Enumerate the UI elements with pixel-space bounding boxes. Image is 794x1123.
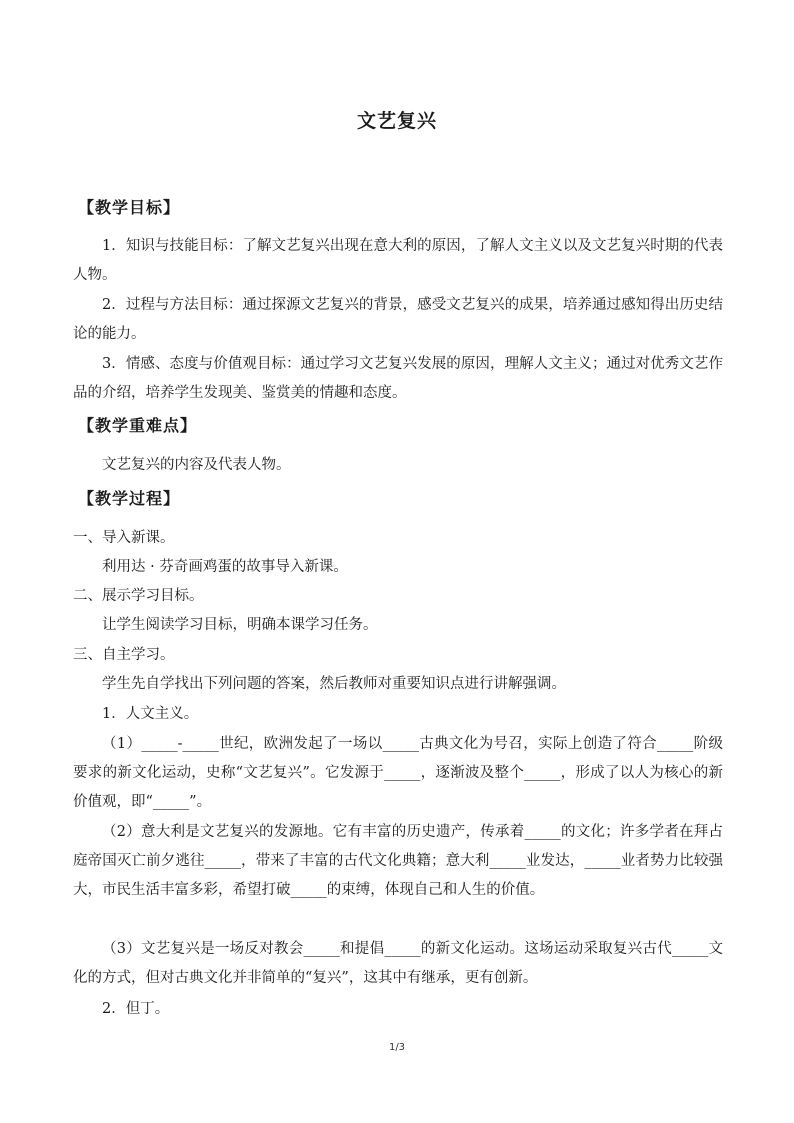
page-number: 1/3 bbox=[388, 1042, 406, 1053]
heading-objectives: 【教学目标】 bbox=[78, 198, 181, 217]
heading-process: 【教学过程】 bbox=[78, 489, 181, 508]
question-3: （3）文艺复兴是一场反对教会_____和提倡_____的新文化运动。这场运动采取复兴古代_____文化的方式，但对古典文化并非简单的“复兴”，这其中有继承，更有创新。 bbox=[73, 941, 723, 986]
subsection-humanism-title: 1．人文主义。 bbox=[102, 706, 199, 722]
heading-key-points: 【教学重难点】 bbox=[78, 416, 198, 435]
step3-title: 三、自主学习。 bbox=[73, 647, 175, 663]
subsection-dante-title: 2．但丁。 bbox=[102, 1001, 170, 1017]
question-1: （1）_____-_____世纪，欧洲发起了一场以_____古典文化为号召，实际上创造了符合_____阶级要求的新文化运动，史称“文艺复兴”。它发源于_____，逐渐波及整个_____，形成了以人为核心的新价值观，即“_____”。 bbox=[73, 736, 723, 810]
document-title: 文艺复兴 bbox=[356, 110, 437, 132]
key-points-text: 文艺复兴的内容及代表人物。 bbox=[102, 457, 291, 473]
objective-item-1: 1．知识与技能目标：了解文艺复兴出现在意大利的原因，了解人文主义以及文艺复兴时期的代表人物。 bbox=[73, 238, 723, 283]
step2-text: 让学生阅读学习目标，明确本课学习任务。 bbox=[102, 617, 378, 633]
step1-text: 利用达 · 芬奇画鸡蛋的故事导入新课。 bbox=[102, 559, 348, 575]
step3-text: 学生先自学找出下列问题的答案，然后教师对重要知识点进行讲解强调。 bbox=[102, 676, 566, 692]
step1-title: 一、导入新课。 bbox=[73, 530, 175, 546]
objective-item-2: 2．过程与方法目标：通过探源文艺复兴的背景，感受文艺复兴的成果，培养通过感知得出历史结论的能力。 bbox=[73, 297, 723, 342]
step2-title: 二、展示学习目标。 bbox=[73, 588, 204, 604]
question-2: （2）意大利是文艺复兴的发源地。它有丰富的历史遗产，传承着_____的文化；许多学者在拜占庭帝国灭亡前夕逃往_____，带来了丰富的古代文化典籍；意大利_____业发达，_____业者势力比较强大，市民生活丰富多彩，希望打破_____的束缚，体现自己和人生的价值。 bbox=[73, 824, 723, 898]
objective-item-3: 3．情感、态度与价值观目标：通过学习文艺复兴发展的原因，理解人文主义；通过对优秀文艺作品的介绍，培养学生发现美、鉴赏美的情趣和态度。 bbox=[73, 356, 723, 401]
